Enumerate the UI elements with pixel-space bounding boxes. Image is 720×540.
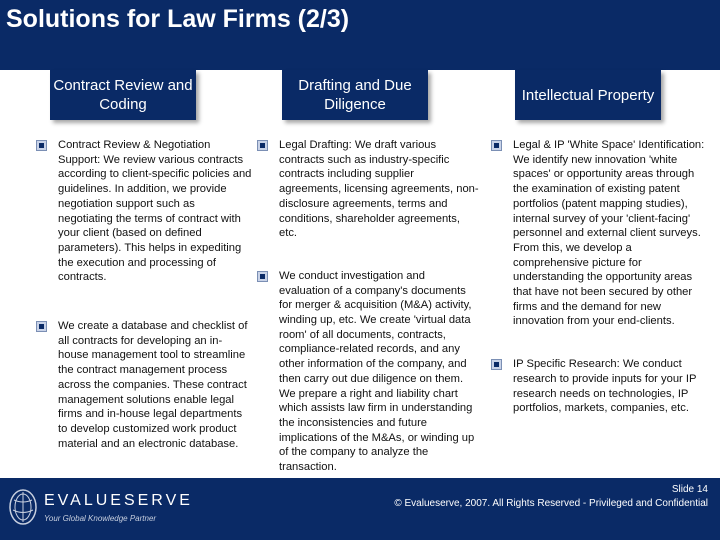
square-bullet-icon [36, 321, 47, 332]
column-drafting [257, 138, 479, 475]
column-header-label: Drafting and Due Diligence [298, 77, 412, 113]
slide-title: Solutions for Law Firms (2/3) [6, 5, 350, 33]
column-contract-review [36, 138, 252, 451]
slide-number: Slide 14 [671, 484, 708, 495]
bullet-text: Legal & IP 'White Space' Identification: We identify new innovation 'white spaces' or opportunity areas through the examination of existing patent portfolios (patent mapping studies), internal survey of your 'client-facing' personnel and external client surveys. From this, we develop a comprehensive picture for understanding the opportunity areas that have not been secured by other firms and the demand for new innovation from your end-clients. [513, 139, 705, 328]
column-intellectual-property [491, 138, 705, 416]
square-bullet-icon [257, 140, 268, 151]
company-logo [8, 486, 193, 532]
column-header-drafting [282, 70, 428, 120]
bullet-text: Contract Review & Negotiation Support: We review various contracts according to client-specific policies and guidelines. In addition, we provide negotiation support such as negotiating the terms of contract with your client (based on defined parameters). This helps in expediting the execution and processing of contracts. [58, 139, 252, 284]
bullet-item [36, 319, 252, 451]
evalueserve-emblem-icon [8, 488, 38, 526]
column-header-contract-review [50, 70, 196, 120]
column-header-intellectual-property [515, 70, 661, 120]
square-bullet-icon [36, 140, 47, 151]
bullet-item [491, 357, 705, 416]
bullet-item [36, 138, 252, 285]
bullet-item [257, 138, 479, 241]
copyright-notice: © Evalueserve, 2007. All Rights Reserved - Privileged and Confidential [394, 498, 708, 509]
logo-name: EVALUESERVE [44, 492, 193, 509]
column-header-label: Contract Review and Coding [53, 77, 193, 113]
bullet-text: We create a database and checklist of all contracts for developing an in-house management tool to streamline the contract management process across the companies. These contract management solutions enable legal firms and in-house legal departments to develop customized work product material and an electronic database. [58, 320, 248, 450]
bullet-item [491, 138, 705, 329]
bullet-text: Legal Drafting: We draft various contracts such as industry-specific contracts including supplier agreements, licensing agreements, non-disclosure agreements, terms and conditions, shareholder agreements, etc. [279, 139, 479, 240]
square-bullet-icon [257, 271, 268, 282]
bullet-text: IP Specific Research: We conduct research to provide inputs for your IP research needs on technologies, IP portfolios, markets, companies, etc. [513, 358, 697, 415]
square-bullet-icon [491, 140, 502, 151]
bullet-item [257, 269, 479, 475]
logo-tagline: Your Global Knowledge Partner [44, 514, 157, 523]
column-header-label: Intellectual Property [521, 86, 655, 104]
square-bullet-icon [491, 359, 502, 370]
title-bar [0, 0, 720, 70]
bullet-text: We conduct investigation and evaluation of a company's documents for merger & acquisition (M&A) activity, winding up, etc. We create 'virtual data room' of all documents, contracts, compliance-related records, and any other information of the company, and then carry out due diligence on them. We prepare a right and liability chart which assists law firm in understanding the inconsistencies and future implications of the M&As, or winding up of the company to analyze the transaction. [279, 269, 475, 474]
footer [0, 478, 720, 540]
